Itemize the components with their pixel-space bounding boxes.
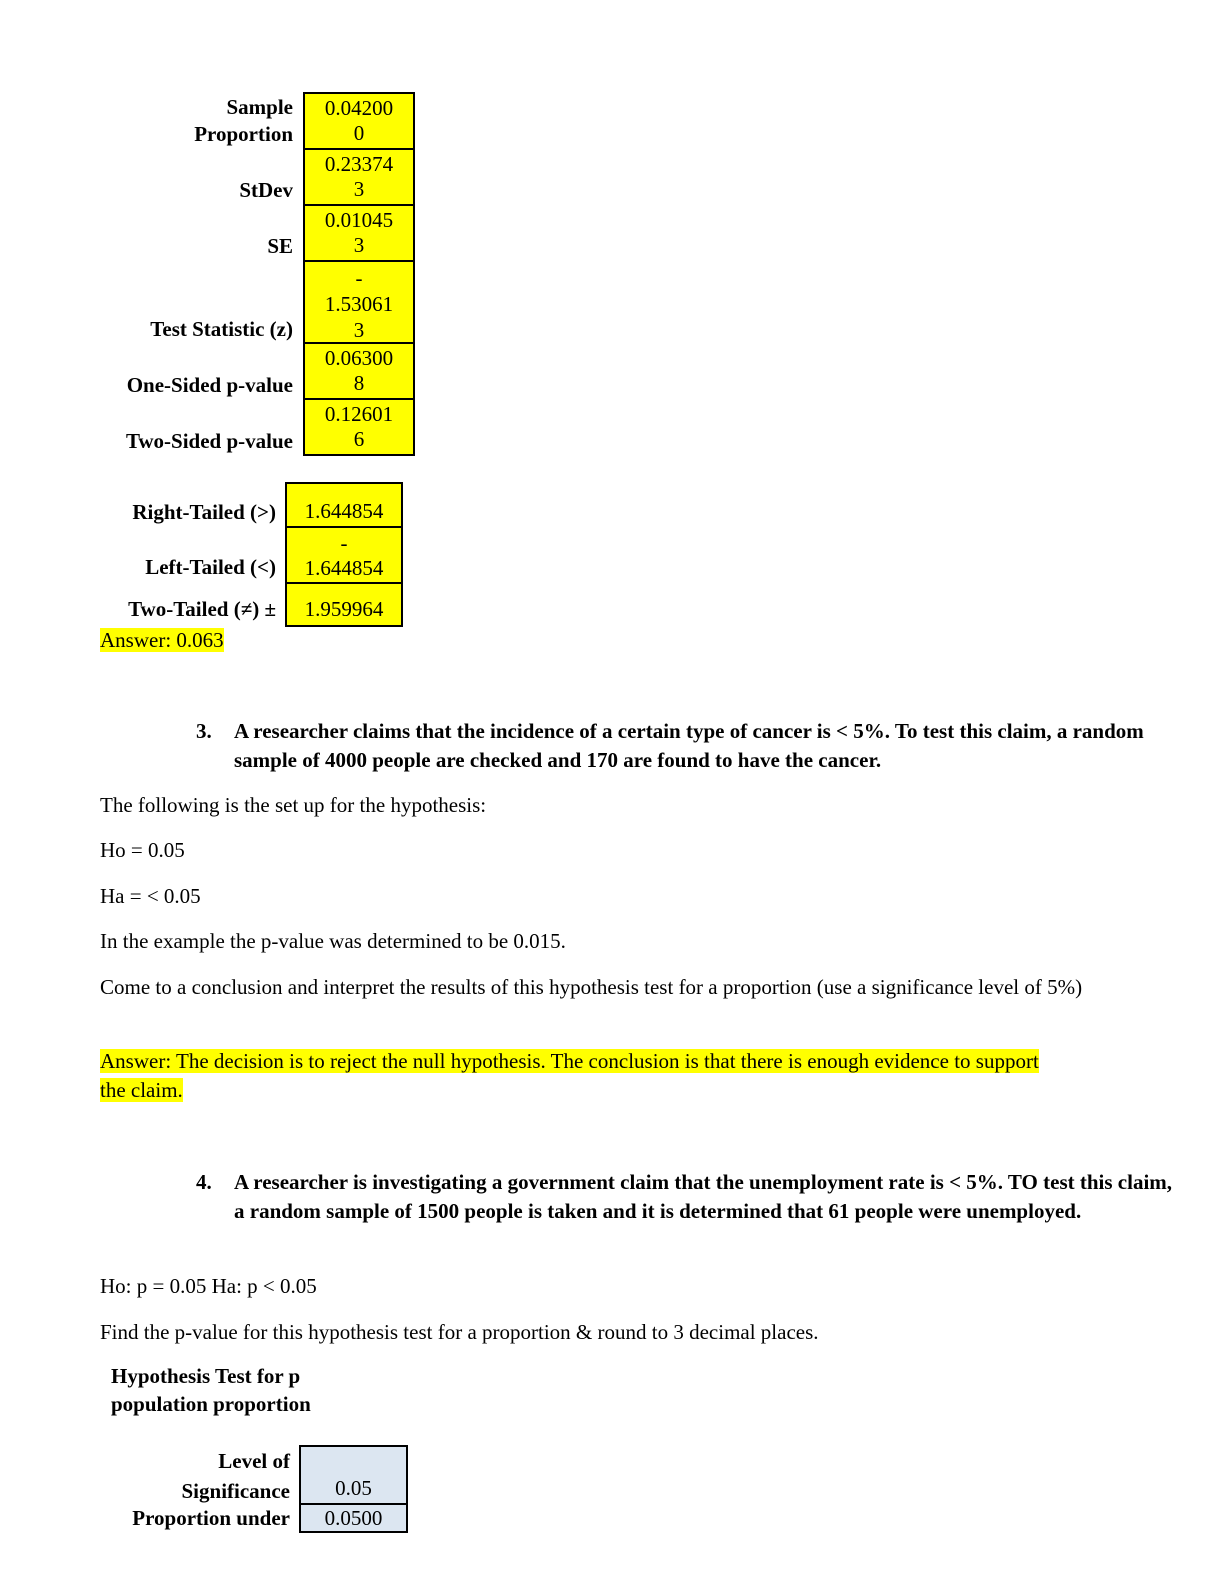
label-sample-proportion bbox=[100, 94, 293, 148]
answer-1 bbox=[100, 626, 224, 655]
cell-proportion-under bbox=[299, 1503, 408, 1533]
cell-left-tailed bbox=[285, 526, 403, 584]
label-level-of-significance-l1: Level of bbox=[218, 1449, 290, 1473]
cell-stdev-l2: 3 bbox=[353, 177, 365, 201]
label-proportion-under: Proportion under bbox=[132, 1506, 290, 1530]
label-two-tailed: Two-Tailed (≠) ± bbox=[128, 597, 276, 621]
cell-level-of-significance-value: 0.05 bbox=[335, 1476, 372, 1500]
cell-two-sided-p bbox=[303, 398, 415, 456]
q3-ha: Ha = < 0.05 bbox=[100, 884, 201, 908]
answer-1-text: Answer: 0.063 bbox=[100, 628, 224, 652]
cell-se bbox=[303, 204, 415, 262]
label-two-sided-p: Two-Sided p-value bbox=[125, 429, 293, 453]
cell-two-tailed bbox=[285, 582, 403, 627]
q3-answer-line2: the claim. bbox=[100, 1078, 183, 1102]
cell-sample-proportion-l2: 0 bbox=[353, 121, 365, 145]
cell-one-sided-p-l2: 8 bbox=[353, 371, 365, 395]
q3-setup: The following is the set up for the hypothesis: bbox=[100, 793, 487, 817]
cell-right-tailed bbox=[285, 482, 403, 528]
table-2-title bbox=[111, 1362, 311, 1418]
cell-test-statistic bbox=[303, 260, 415, 344]
cell-two-tailed-value: 1.959964 bbox=[304, 597, 384, 621]
cell-two-sided-p-l2: 6 bbox=[353, 427, 365, 451]
cell-stdev bbox=[303, 148, 415, 206]
cell-left-tailed-value: 1.644854 bbox=[304, 556, 384, 580]
cell-proportion-under-value: 0.0500 bbox=[324, 1506, 383, 1530]
cell-sample-proportion-l1: 0.04200 bbox=[324, 96, 394, 120]
cell-level-of-significance bbox=[299, 1445, 408, 1505]
q4-hypothesis: Ho: p = 0.05 Ha: p < 0.05 bbox=[100, 1274, 317, 1298]
table-2-title-line2: population proportion bbox=[111, 1392, 311, 1416]
cell-se-l2: 3 bbox=[353, 233, 365, 257]
question-3 bbox=[196, 717, 1186, 775]
label-test-statistic: Test Statistic (z) bbox=[150, 317, 293, 341]
label-se: SE bbox=[267, 234, 293, 258]
cell-test-statistic-sign: - bbox=[355, 266, 363, 290]
q3-pvalue-note: In the example the p-value was determined to be 0.015. bbox=[100, 929, 566, 953]
label-left-tailed: Left-Tailed (<) bbox=[145, 555, 276, 579]
table-2-title-line1: Hypothesis Test for p bbox=[111, 1364, 301, 1388]
question-3-text: A researcher claims that the incidence of a certain type of cancer is < 5%. To test this claim, a random sample of 4000 people are checked and 170 are found to have the cancer. bbox=[234, 719, 1144, 772]
question-4-number: 4. bbox=[196, 1170, 212, 1194]
cell-one-sided-p-l1: 0.06300 bbox=[324, 346, 394, 370]
cell-two-sided-p-l1: 0.12601 bbox=[324, 402, 394, 426]
label-one-sided-p: One-Sided p-value bbox=[126, 373, 293, 397]
q3-answer-line1: Answer: The decision is to reject the null hypothesis. The conclusion is that there is enough evidence to support bbox=[100, 1049, 1039, 1073]
cell-se-l1: 0.01045 bbox=[324, 208, 394, 232]
cell-test-statistic-l2: 3 bbox=[353, 318, 365, 342]
q3-answer bbox=[100, 1047, 1039, 1105]
label-stdev: StDev bbox=[239, 178, 293, 202]
label-level-of-significance-l2: Significance bbox=[181, 1479, 290, 1503]
q3-ho: Ho = 0.05 bbox=[100, 838, 185, 862]
question-4-text: A researcher is investigating a government claim that the unemployment rate is < 5%. TO test this claim, a random sample of 1500 people is taken and it is determined that 61 people were unemployed. bbox=[234, 1170, 1173, 1223]
cell-sample-proportion bbox=[303, 92, 415, 150]
question-4 bbox=[196, 1168, 1186, 1226]
cell-stdev-l1: 0.23374 bbox=[324, 152, 394, 176]
question-3-number: 3. bbox=[196, 719, 212, 743]
label-level-of-significance bbox=[100, 1446, 290, 1506]
q3-instruction: Come to a conclusion and interpret the results of this hypothesis test for a proportion (use a significance level of 5%) bbox=[100, 975, 1083, 999]
label-sample-proportion-text: Sample Proportion bbox=[194, 95, 293, 146]
label-right-tailed: Right-Tailed (>) bbox=[132, 500, 276, 524]
cell-right-tailed-value: 1.644854 bbox=[304, 499, 384, 523]
q4-instruction: Find the p-value for this hypothesis test for a proportion & round to 3 decimal places. bbox=[100, 1320, 819, 1344]
cell-left-tailed-sign: - bbox=[340, 531, 348, 555]
cell-test-statistic-l1: 1.53061 bbox=[324, 292, 394, 316]
cell-one-sided-p bbox=[303, 342, 415, 400]
